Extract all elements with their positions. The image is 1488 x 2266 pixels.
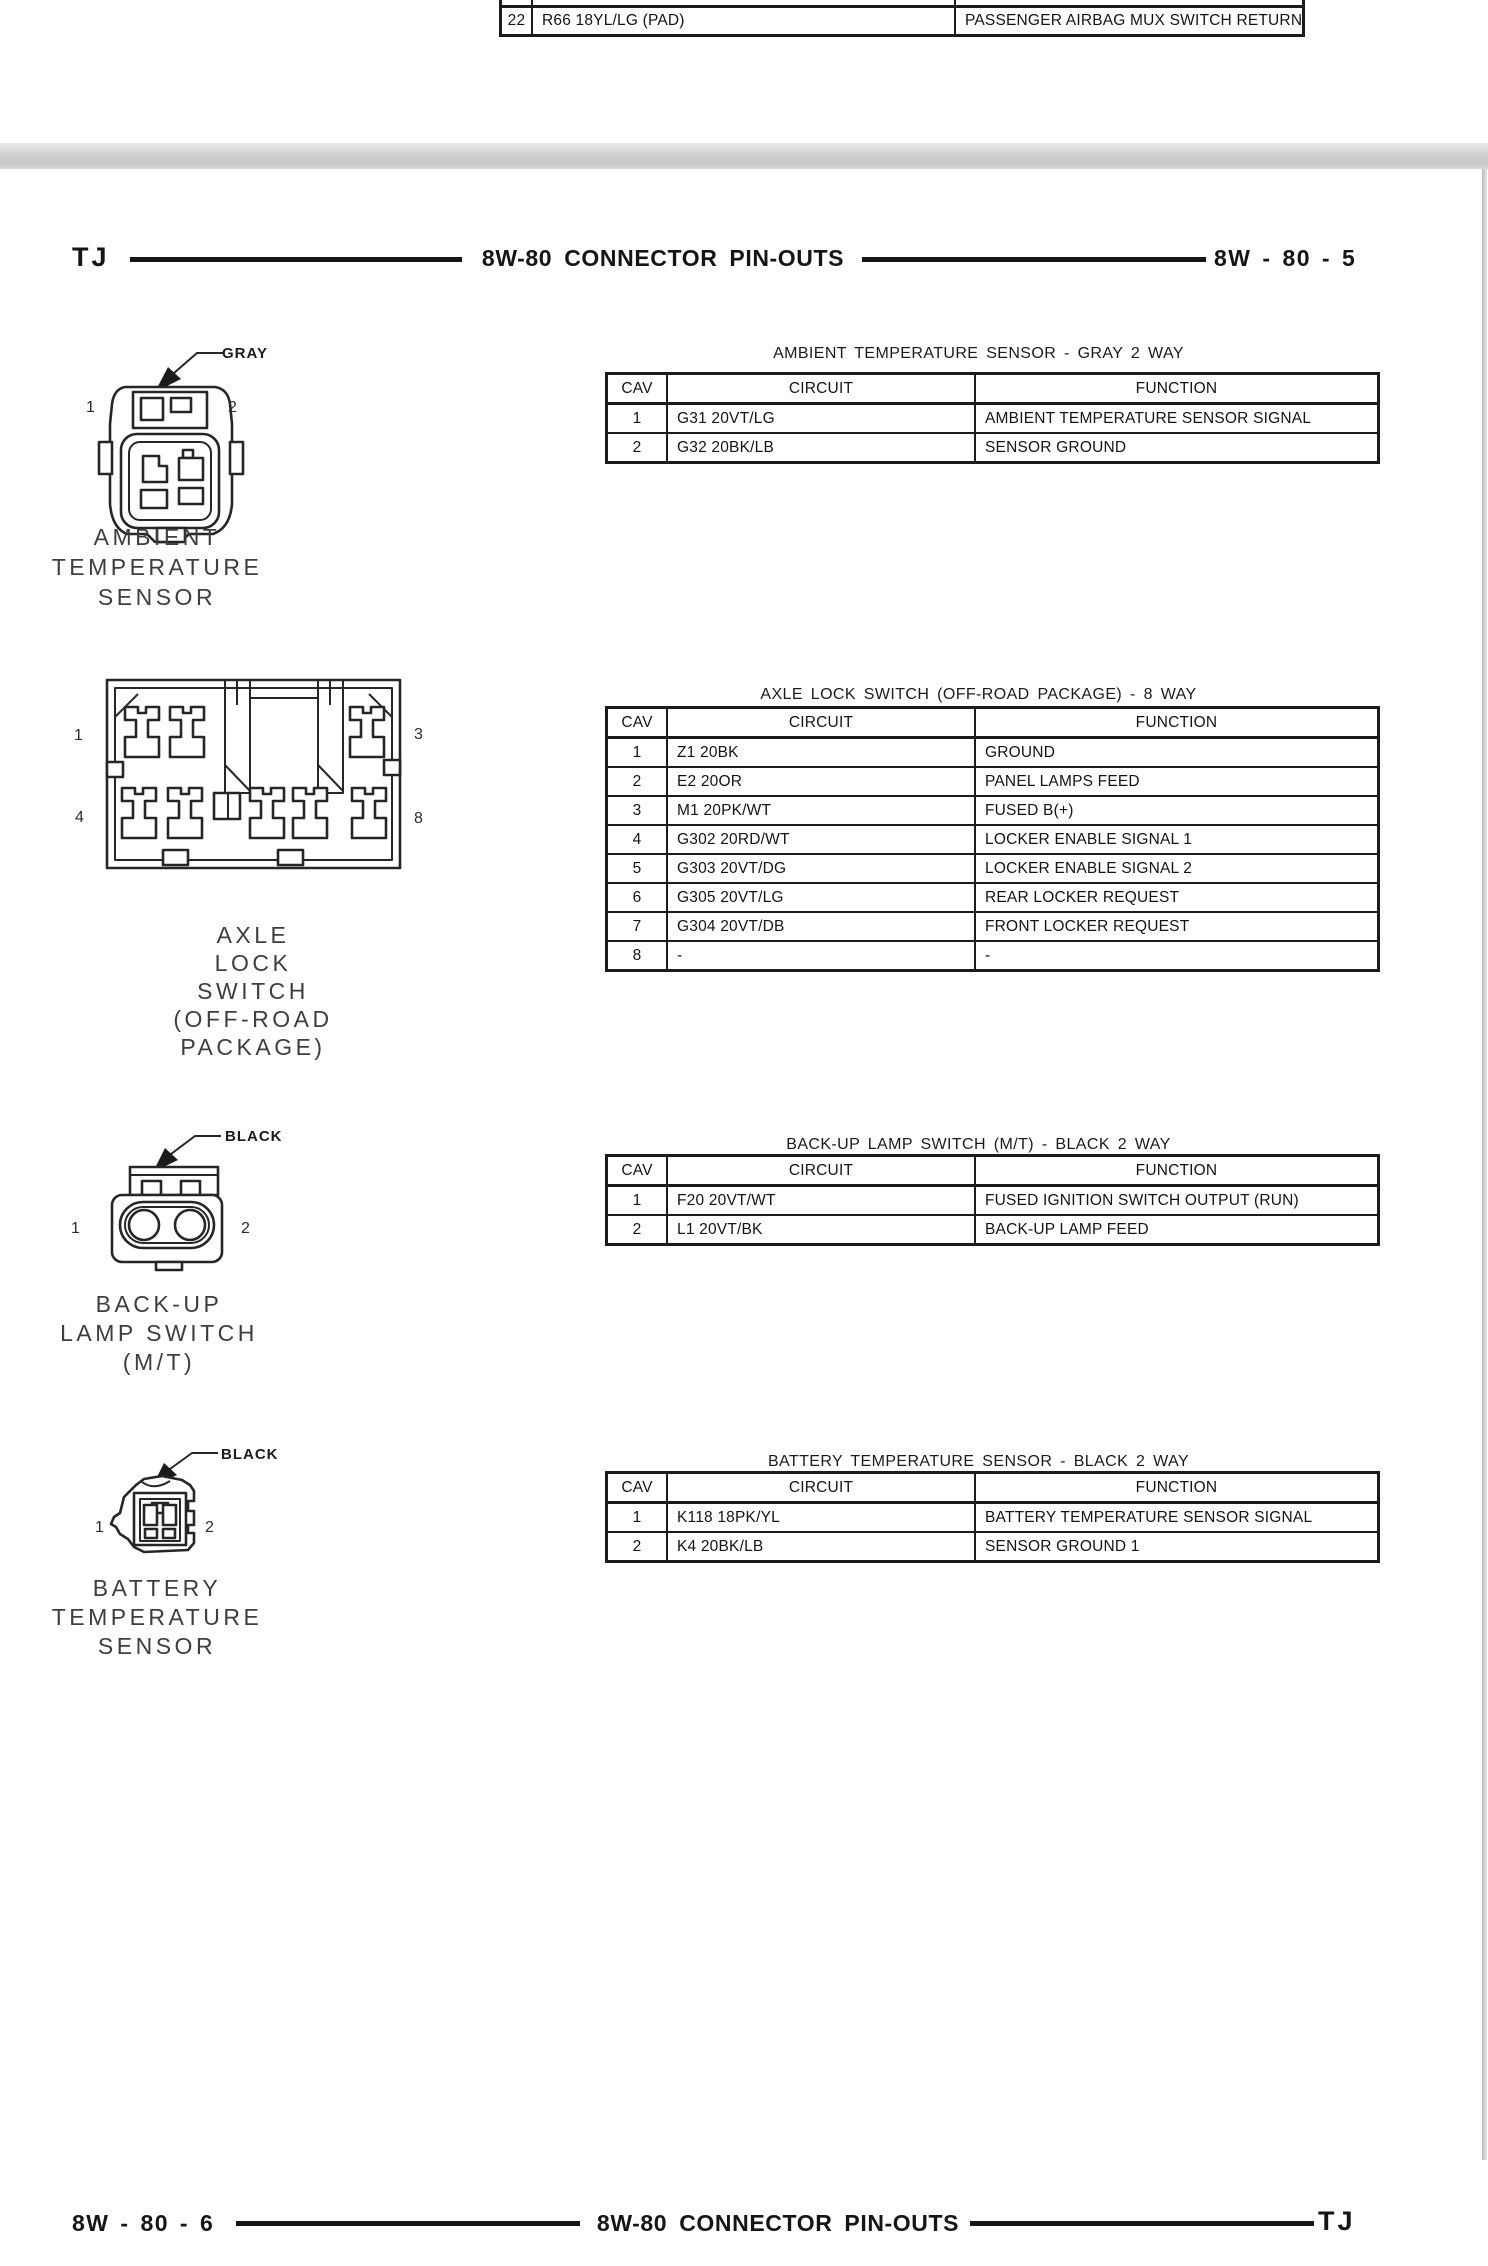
connector-color-label: BLACK — [221, 1446, 279, 1463]
tab-detail — [171, 398, 191, 412]
cav-cell: 4 — [607, 825, 668, 854]
table-row — [607, 433, 1379, 463]
terminal-1 — [129, 1210, 159, 1240]
circuit-cell: K4 20BK/LB — [667, 1532, 975, 1562]
cav-cell: 2 — [607, 433, 668, 463]
leader-line — [174, 353, 223, 373]
cav-cell: 7 — [607, 912, 668, 941]
header-title: 8W-80 CONNECTOR PIN-OUTS — [481, 245, 845, 271]
pin-label-1: 1 — [74, 727, 83, 744]
terminal-2 — [175, 1210, 205, 1240]
cav-cell: 3 — [607, 796, 668, 825]
header-model: TJ — [72, 242, 110, 272]
circuit-cell: G303 20VT/DG — [667, 854, 975, 883]
caption-line: AXLE — [216, 922, 290, 948]
function-cell: PASSENGER AIRBAG MUX SWITCH RETURN — [955, 7, 1304, 36]
header-rule-right — [862, 257, 1206, 262]
caption-line: PACKAGE) — [180, 1034, 326, 1060]
cav-cell: 1 — [607, 738, 668, 768]
pinout-table-axle-lock-switch — [605, 706, 1380, 972]
pin-label-1: 1 — [86, 399, 95, 416]
header-row — [607, 1156, 1379, 1186]
circuit-cell: R66 18YL/LG (PAD) — [532, 7, 955, 36]
circuit-cell: G305 20VT/LG — [667, 883, 975, 912]
col-header: CIRCUIT — [667, 1156, 975, 1186]
circuit-cell: G302 20RD/WT — [667, 825, 975, 854]
header-rule-left — [130, 257, 462, 262]
function-cell: SENSOR GROUND 1 — [975, 1532, 1379, 1562]
caption-line: LAMP SWITCH — [60, 1320, 258, 1346]
caption-line: BACK-UP — [95, 1291, 223, 1317]
function-cell: SENSOR GROUND — [975, 433, 1379, 463]
terminal-foot — [163, 1529, 175, 1538]
cav-cell: 1 — [607, 1503, 668, 1533]
table-row — [607, 796, 1379, 825]
col-header: FUNCTION — [975, 374, 1379, 404]
function-cell: BACK-UP LAMP FEED — [975, 1215, 1379, 1245]
table-row — [607, 825, 1379, 854]
terminal-1 — [144, 1505, 157, 1525]
table-row — [607, 1186, 1379, 1216]
caption-line: TEMPERATURE — [51, 1604, 263, 1630]
circuit-cell: L1 20VT/BK — [667, 1215, 975, 1245]
pin-label-3: 3 — [414, 726, 423, 743]
cav-cell: 5 — [607, 854, 668, 883]
bottom-nub — [163, 850, 188, 865]
caption-line: TEMPERATURE — [51, 554, 263, 580]
function-cell: BATTERY TEMPERATURE SENSOR SIGNAL — [975, 1503, 1379, 1533]
connector-diagram-axle-lock-switch — [70, 665, 415, 877]
caption-line: AMBIENT — [93, 524, 221, 550]
pin-label-8: 8 — [414, 810, 423, 827]
pin-label-2: 2 — [205, 1519, 214, 1536]
leader-line — [170, 1453, 218, 1469]
caption-line: (OFF-ROAD — [173, 1006, 333, 1032]
figure-caption — [49, 1290, 269, 1377]
circuit-cell: M1 20PK/WT — [667, 796, 975, 825]
function-cell: FUSED B(+) — [975, 796, 1379, 825]
col-header: CAV — [607, 1156, 668, 1186]
figure-caption — [47, 522, 267, 612]
col-header: CAV — [607, 708, 668, 738]
table-row — [607, 854, 1379, 883]
table-title: AMBIENT TEMPERATURE SENSOR - GRAY 2 WAY — [773, 345, 1184, 362]
circuit-cell: - — [667, 941, 975, 971]
caption-line: (M/T) — [122, 1349, 196, 1375]
caption-line: BATTERY — [92, 1575, 222, 1601]
col-header: FUNCTION — [975, 1473, 1379, 1503]
pin-label-1: 1 — [95, 1519, 104, 1536]
col-header: CAV — [607, 374, 668, 404]
figure-caption — [47, 1574, 267, 1661]
col-header: CIRCUIT — [667, 708, 975, 738]
connector-diagram-backup-lamp-switch — [40, 1122, 280, 1277]
footer-rule-right — [970, 2221, 1314, 2226]
table-row — [607, 1532, 1379, 1562]
pin-label-2: 2 — [228, 399, 237, 416]
leader-line — [171, 1136, 221, 1154]
function-cell: PANEL LAMPS FEED — [975, 767, 1379, 796]
caption-line: LOCK — [214, 950, 292, 976]
footer-model: TJ — [1318, 2206, 1356, 2236]
footer-title: 8W-80 CONNECTOR PIN-OUTS — [596, 2210, 960, 2236]
pinout-table-battery-temperature-sensor — [605, 1471, 1380, 1563]
terminal-2 — [163, 1505, 176, 1525]
caption-line: SENSOR — [97, 584, 217, 610]
cavity-outline — [121, 434, 219, 528]
tab-notch — [181, 1181, 200, 1195]
circuit-cell: K118 18PK/YL — [667, 1503, 975, 1533]
table-row — [607, 883, 1379, 912]
table-row — [607, 738, 1379, 768]
pinout-table-ambient — [605, 372, 1380, 464]
tab-detail — [141, 398, 163, 420]
footer-rule-left — [236, 2221, 580, 2226]
side-nub — [384, 760, 400, 775]
header-page-number: 8W - 80 - 5 — [1214, 245, 1357, 271]
pinout-table-backup-lamp-switch — [605, 1154, 1380, 1246]
table-title: BACK-UP LAMP SWITCH (M/T) - BLACK 2 WAY — [786, 1136, 1171, 1153]
terminal-blade — [179, 488, 203, 504]
cav-cell: 22 — [501, 7, 533, 36]
col-header: CAV — [607, 1473, 668, 1503]
cav-cell: 2 — [607, 767, 668, 796]
footer-page-number: 8W - 80 - 6 — [72, 2210, 215, 2236]
function-cell: AMBIENT TEMPERATURE SENSOR SIGNAL — [975, 404, 1379, 434]
pin-label-2: 2 — [241, 1220, 250, 1237]
table-row — [501, 7, 1304, 36]
page-divider-band — [0, 143, 1488, 169]
caption-line: SENSOR — [97, 1633, 217, 1659]
header-row — [607, 708, 1379, 738]
pin-label-1: 1 — [71, 1220, 80, 1237]
table-row — [607, 767, 1379, 796]
connector-color-label: GRAY — [222, 345, 268, 362]
circuit-cell: Z1 20BK — [667, 738, 975, 768]
circuit-cell: F20 20VT/WT — [667, 1186, 975, 1216]
table-row — [607, 404, 1379, 434]
function-cell: LOCKER ENABLE SIGNAL 2 — [975, 854, 1379, 883]
col-header: CIRCUIT — [667, 1473, 975, 1503]
table-title: AXLE LOCK SWITCH (OFF-ROAD PACKAGE) - 8 WAY — [760, 686, 1197, 703]
terminal-2 — [179, 458, 203, 480]
col-header: FUNCTION — [975, 1156, 1379, 1186]
figure-caption — [143, 921, 363, 1061]
function-cell: GROUND — [975, 738, 1379, 768]
circuit-cell: E2 20OR — [667, 767, 975, 796]
circuit-cell: G32 20BK/LB — [667, 433, 975, 463]
table-row — [607, 912, 1379, 941]
table-row — [607, 1215, 1379, 1245]
circuit-cell: G304 20VT/DB — [667, 912, 975, 941]
terminal-foot — [145, 1529, 157, 1538]
cav-cell: 1 — [607, 1186, 668, 1216]
connector-color-label: BLACK — [225, 1128, 283, 1145]
function-cell: FUSED IGNITION SWITCH OUTPUT (RUN) — [975, 1186, 1379, 1216]
table-row — [607, 941, 1379, 971]
side-nub — [107, 762, 123, 777]
cav-cell: 8 — [607, 941, 668, 971]
tab-notch — [142, 1181, 161, 1195]
function-cell: - — [975, 941, 1379, 971]
bottom-index-tab — [156, 1262, 182, 1270]
cav-cell: 2 — [607, 1532, 668, 1562]
left-wing — [99, 442, 112, 474]
cav-cell: 2 — [607, 1215, 668, 1245]
function-cell: REAR LOCKER REQUEST — [975, 883, 1379, 912]
cavity-outline — [134, 1493, 186, 1545]
header-row — [607, 374, 1379, 404]
cav-cell: 1 — [607, 404, 668, 434]
circuit-cell: G31 20VT/LG — [667, 404, 975, 434]
page-edge-shadow — [1482, 169, 1487, 2160]
col-header: CIRCUIT — [667, 374, 975, 404]
table-title: BATTERY TEMPERATURE SENSOR - BLACK 2 WAY — [767, 1453, 1190, 1470]
table-row — [607, 1503, 1379, 1533]
right-wing — [230, 442, 243, 474]
pin-label-4: 4 — [75, 809, 84, 826]
col-header: FUNCTION — [975, 708, 1379, 738]
function-cell: FRONT LOCKER REQUEST — [975, 912, 1379, 941]
caption-line: SWITCH — [197, 978, 309, 1004]
cav-cell: 6 — [607, 883, 668, 912]
previous-table-fragment — [499, 0, 1305, 37]
terminal-blade — [141, 490, 167, 508]
bottom-nub — [278, 850, 303, 865]
function-cell: LOCKER ENABLE SIGNAL 1 — [975, 825, 1379, 854]
header-row — [607, 1473, 1379, 1503]
